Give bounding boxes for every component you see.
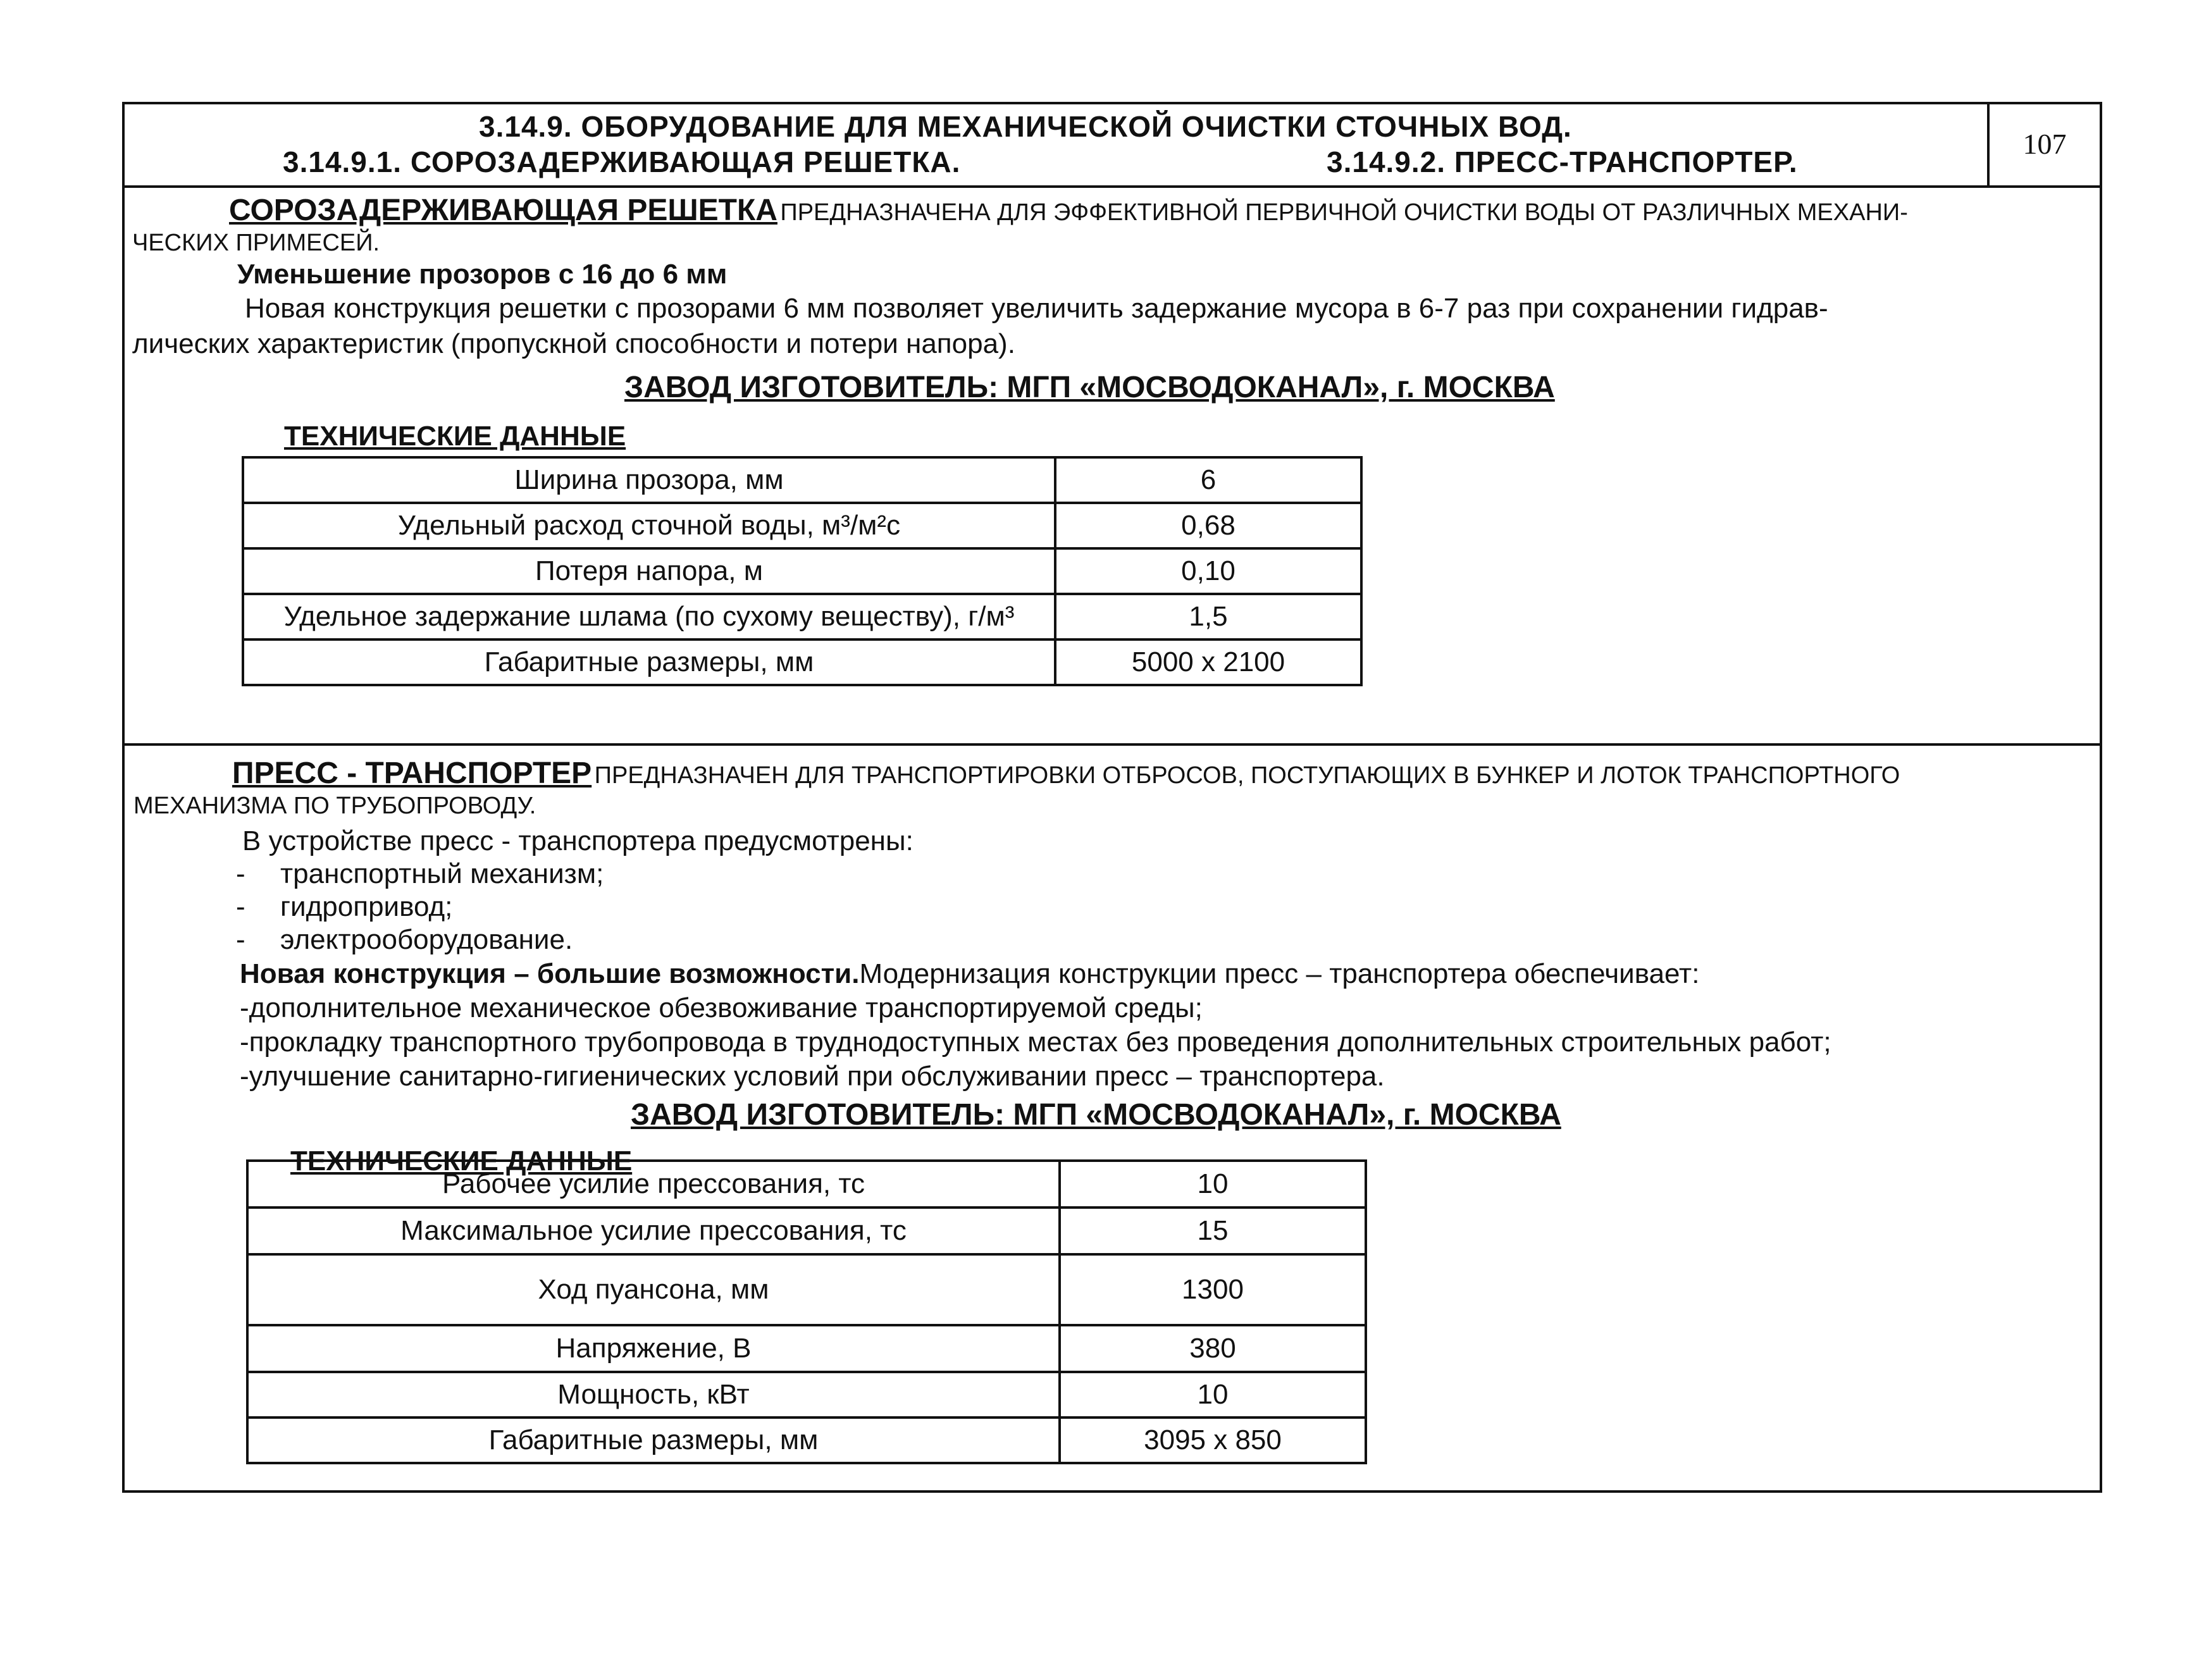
table-row: Напряжение, В 380	[247, 1325, 1366, 1372]
section-divider	[125, 743, 2100, 746]
section1-desc-line2: ЧЕСКИХ ПРИМЕСЕЙ.	[132, 230, 380, 256]
section2-lead-rest: Модернизация конструкции пресс – транспортера обеспечивает:	[859, 958, 1700, 989]
section1-body-line2: лических характеристик (пропускной способности и потери напора).	[132, 328, 1015, 359]
header-subtitle-right: 3.14.9.2. ПРЕСС-ТРАНСПОРТЕР.	[1327, 145, 1798, 178]
header-title: 3.14.9. ОБОРУДОВАНИЕ ДЛЯ МЕХАНИЧЕСКОЙ ОЧИСТКИ СТОЧНЫХ ВОД.	[479, 110, 1572, 143]
section2-bold-lead: Новая конструкция – большие возможности.	[240, 958, 860, 989]
list-item: - транспортный механизм;	[236, 858, 604, 889]
table-row: Удельный расход сточной воды, м³/м²с 0,68	[243, 503, 1361, 548]
section2-lead: ПРЕСС - ТРАНСПОРТЕР	[232, 757, 592, 790]
table-row: Габаритные размеры, мм 3095 х 850	[247, 1418, 1366, 1463]
section1-body-line1: Новая конструкция решетки с прозорами 6 мм позволяет увеличить задержание мусора в 6-7 раз при сохранении гидрав-	[245, 293, 1828, 324]
table-row: Максимальное усилие прессования, тс 15	[247, 1208, 1366, 1254]
section2-lead-line	[240, 958, 1699, 990]
section2-intro-text: В устройстве пресс - транспортера предусмотрены:	[242, 825, 914, 856]
section1-subheading: Уменьшение прозоров с 16 до 6 мм	[237, 259, 728, 290]
section1-intro	[229, 193, 1908, 228]
section1-desc-line1: ПРЕДНАЗНАЧЕНА ДЛЯ ЭФФЕКТИВНОЙ ПЕРВИЧНОЙ ОЧИСТКИ ВОДЫ ОТ РАЗЛИЧНЫХ МЕХАНИ-	[780, 199, 1908, 226]
list-item: - электрооборудование.	[236, 924, 573, 955]
table-row: Ширина прозора, мм 6	[243, 457, 1361, 503]
page-number: 107	[1987, 102, 2100, 185]
table-row: Удельное задержание шлама (по сухому веществу), г/м³ 1,5	[243, 594, 1361, 639]
section2-benefit-2: -прокладку транспортного трубопровода в труднодоступных местах без проведения дополнительных строительных работ;	[240, 1027, 1831, 1058]
table-row: Габаритные размеры, мм 5000 х 2100	[243, 639, 1361, 685]
section2-tech-label: ТЕХНИЧЕСКИЕ ДАННЫЕ	[290, 1146, 633, 1177]
section1-tech-label: ТЕХНИЧЕСКИЕ ДАННЫЕ	[284, 421, 626, 452]
list-item: - гидропривод;	[236, 891, 453, 922]
table-row: Рабочее усилие прессования, тс 10	[247, 1161, 1366, 1208]
section2-spec-table	[246, 1159, 1367, 1464]
section1-factory: ЗАВОД ИЗГОТОВИТЕЛЬ: МГП «МОСВОДОКАНАЛ», г. МОСКВА	[624, 371, 1555, 404]
section2-benefit-1: -дополнительное механическое обезвоживание транспортируемой среды;	[240, 992, 1203, 1023]
section1-lead: СОРОЗАДЕРЖИВАЮЩАЯ РЕШЕТКА	[229, 194, 777, 227]
section2-desc-line1: ПРЕДНАЗНАЧЕН ДЛЯ ТРАНСПОРТИРОВКИ ОТБРОСОВ, ПОСТУПАЮЩИХ В БУНКЕР И ЛОТОК ТРАНСПОРТНОГО	[594, 762, 1900, 789]
section1-spec-table	[242, 456, 1363, 686]
table-row: Мощность, кВт 10	[247, 1372, 1366, 1418]
section2-factory: ЗАВОД ИЗГОТОВИТЕЛЬ: МГП «МОСВОДОКАНАЛ», г. МОСКВА	[631, 1098, 1561, 1132]
header	[125, 104, 2100, 188]
section2-benefit-3: -улучшение санитарно-гигиенических условий при обслуживании пресс – транспортера.	[240, 1061, 1385, 1092]
header-subtitle-left: 3.14.9.1. СОРОЗАДЕРЖИВАЮЩАЯ РЕШЕТКА.	[283, 145, 961, 178]
table-row: Потеря напора, м 0,10	[243, 548, 1361, 594]
table-row: Ход пуансона, мм 1300	[247, 1254, 1366, 1325]
section2-desc-line2: МЕХАНИЗМА ПО ТРУБОПРОВОДУ.	[133, 793, 536, 819]
section2-intro	[232, 756, 1900, 791]
page-frame	[122, 102, 2102, 1493]
